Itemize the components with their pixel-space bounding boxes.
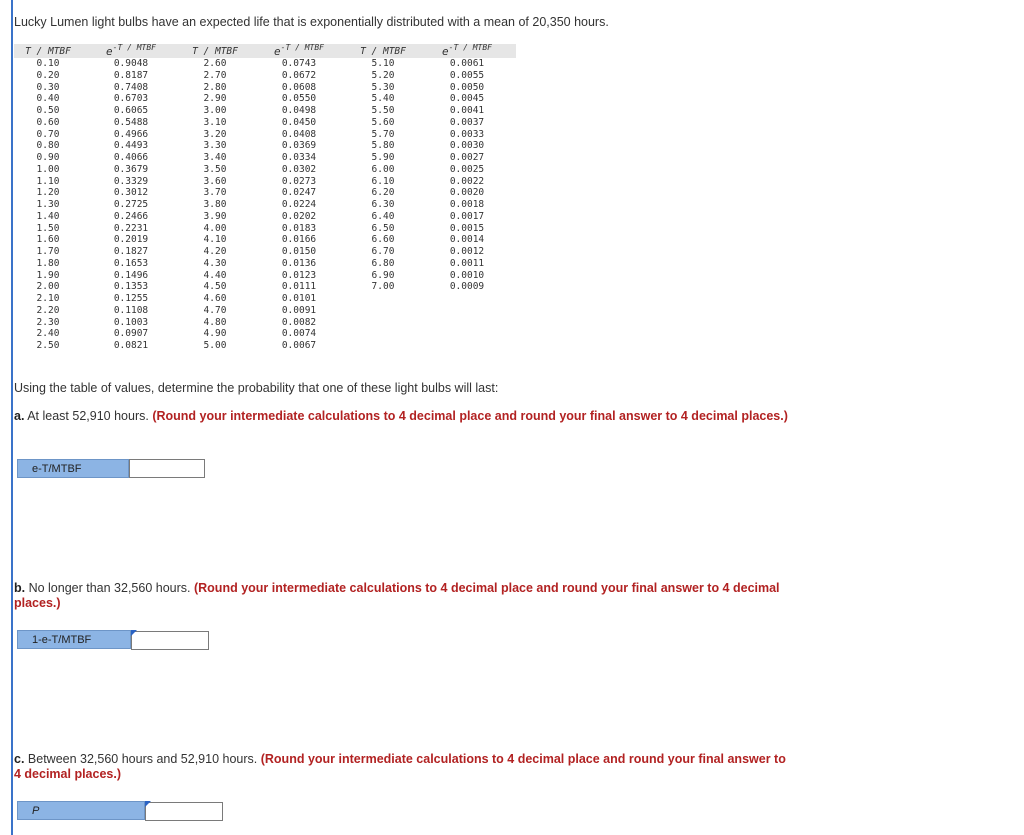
question-c-note: (Round your intermediate calculations to 4 decimal place and round your final answer to 4 decimal places.) xyxy=(14,752,786,781)
table-cell xyxy=(418,317,516,329)
table-row xyxy=(14,93,516,105)
table-cell: 2.60 xyxy=(203,58,227,70)
table-cell: 2.40 xyxy=(36,328,60,340)
table-cell: 4.40 xyxy=(203,269,227,281)
question-a-text: At least 52,910 hours. xyxy=(24,409,153,423)
table-cell: 4.00 xyxy=(203,222,227,234)
table-cell: 0.0009 xyxy=(449,281,485,293)
table-row xyxy=(14,328,516,340)
table-row xyxy=(14,176,516,188)
table-cell: 0.2231 xyxy=(113,222,149,234)
header-t-mtbf: T / MTBF xyxy=(348,44,418,58)
answer-a-row xyxy=(17,459,205,478)
left-accent-bar xyxy=(11,0,13,835)
answer-c-input[interactable] xyxy=(145,802,223,821)
question-b-letter: b. xyxy=(14,581,26,595)
table-cell: 0.0550 xyxy=(281,93,317,105)
table-cell: 2.50 xyxy=(36,340,60,352)
table-cell xyxy=(418,328,516,340)
table-cell: 2.70 xyxy=(203,69,227,81)
table-cell xyxy=(348,340,418,352)
table-cell: 0.30 xyxy=(36,81,60,93)
table-cell: 0.0498 xyxy=(281,105,317,117)
table-cell: 0.0247 xyxy=(281,187,317,199)
answer-b-row xyxy=(17,630,209,649)
table-cell: 0.5488 xyxy=(113,116,149,128)
header-t-mtbf: T / MTBF xyxy=(14,44,82,58)
table-cell: 0.0015 xyxy=(449,222,485,234)
table-cell: 0.0111 xyxy=(281,281,317,293)
table-cell: 0.0136 xyxy=(281,257,317,269)
table-cell: 5.10 xyxy=(371,58,395,70)
table-cell: 5.70 xyxy=(371,128,395,140)
table-cell: 3.70 xyxy=(203,187,227,199)
table-cell xyxy=(348,317,418,329)
table-cell: 6.40 xyxy=(371,210,395,222)
table-cell: 0.2725 xyxy=(113,199,149,211)
table-row xyxy=(14,211,516,223)
input-flag-icon xyxy=(145,801,151,807)
table-cell: 2.00 xyxy=(36,281,60,293)
question-a-note: (Round your intermediate calculations to 4 decimal place and round your final answer to 4 decimal places.) xyxy=(152,409,788,423)
table-cell: 0.60 xyxy=(36,116,60,128)
table-cell: 0.10 xyxy=(36,58,60,70)
table-cell: 0.0037 xyxy=(449,116,485,128)
table-cell: 6.00 xyxy=(371,163,395,175)
table-cell: 0.70 xyxy=(36,128,60,140)
table-cell: 5.20 xyxy=(371,69,395,81)
problem-intro: Lucky Lumen light bulbs have an expected life that is exponentially distributed with a mean of 20,350 hours. xyxy=(14,15,609,29)
table-row xyxy=(14,117,516,129)
table-cell: 0.4493 xyxy=(113,140,149,152)
table-row xyxy=(14,164,516,176)
table-cell: 0.0273 xyxy=(281,175,317,187)
table-cell: 6.20 xyxy=(371,187,395,199)
table-cell: 2.10 xyxy=(36,293,60,305)
table-cell: 5.00 xyxy=(203,340,227,352)
table-cell: 0.40 xyxy=(36,93,60,105)
table-cell: 0.0369 xyxy=(281,140,317,152)
answer-b-input[interactable] xyxy=(131,631,209,650)
question-a xyxy=(14,409,794,424)
table-cell: 0.1496 xyxy=(113,269,149,281)
table-cell: 0.0061 xyxy=(449,58,485,70)
table-cell: 0.0408 xyxy=(281,128,317,140)
table-cell: 0.0224 xyxy=(281,199,317,211)
answer-c-input-wrap xyxy=(145,801,223,820)
answer-a-input[interactable] xyxy=(129,459,205,478)
table-cell: 4.90 xyxy=(203,328,227,340)
table-cell: 1.90 xyxy=(36,269,60,281)
table-cell: 0.0123 xyxy=(281,269,317,281)
table-cell: 0.0030 xyxy=(449,140,485,152)
table-cell: 0.6703 xyxy=(113,93,149,105)
table-cell: 0.0011 xyxy=(449,257,485,269)
table-cell: 6.80 xyxy=(371,257,395,269)
table-cell: 0.0672 xyxy=(281,69,317,81)
table-cell: 1.80 xyxy=(36,257,60,269)
table-cell: 0.0027 xyxy=(449,152,485,164)
table-cell xyxy=(418,293,516,305)
table-cell: 0.2019 xyxy=(113,234,149,246)
table-cell xyxy=(418,305,516,317)
table-cell: 4.30 xyxy=(203,257,227,269)
table-cell: 5.50 xyxy=(371,105,395,117)
table-cell: 6.90 xyxy=(371,269,395,281)
table-cell: 0.0025 xyxy=(449,163,485,175)
table-cell: 0.1653 xyxy=(113,257,149,269)
table-cell: 0.3679 xyxy=(113,163,149,175)
table-cell: 1.00 xyxy=(36,163,60,175)
table-row xyxy=(14,105,516,117)
header-exp: $e^{-T / MTBF}$ xyxy=(250,44,348,58)
table-cell: 3.30 xyxy=(203,140,227,152)
table-row xyxy=(14,258,516,270)
table-row xyxy=(14,140,516,152)
header-exp: $e^{-T / MTBF}$ xyxy=(418,44,516,58)
table-cell: 0.0012 xyxy=(449,246,485,258)
table-cell: 0.0183 xyxy=(281,222,317,234)
table-cell: 0.2466 xyxy=(113,210,149,222)
table-cell: 3.40 xyxy=(203,152,227,164)
table-cell: 0.1108 xyxy=(113,304,149,316)
table-cell: 2.30 xyxy=(36,316,60,328)
table-cell: 6.60 xyxy=(371,234,395,246)
table-row xyxy=(14,281,516,293)
table-cell: 1.40 xyxy=(36,210,60,222)
table-cell: 0.3012 xyxy=(113,187,149,199)
table-cell: 3.00 xyxy=(203,105,227,117)
table-cell xyxy=(348,293,418,305)
table-cell: 0.20 xyxy=(36,69,60,81)
input-flag-icon xyxy=(131,630,137,636)
answer-c-label: P xyxy=(17,801,145,820)
table-cell: 0.0907 xyxy=(113,328,149,340)
question-c-letter: c. xyxy=(14,752,25,766)
table-cell: 0.6065 xyxy=(113,105,149,117)
table-row xyxy=(14,199,516,211)
table-cell: 0.0017 xyxy=(449,210,485,222)
table-cell: 0.8187 xyxy=(113,69,149,81)
table-row xyxy=(14,270,516,282)
question-c-text: Between 32,560 hours and 52,910 hours. xyxy=(24,752,261,766)
table-cell: 0.90 xyxy=(36,152,60,164)
table-cell: 0.0202 xyxy=(281,210,317,222)
table-cell: 0.0033 xyxy=(449,128,485,140)
table-cell: 1.70 xyxy=(36,246,60,258)
table-row xyxy=(14,129,516,141)
table-cell: 0.0014 xyxy=(449,234,485,246)
table-cell: 0.7408 xyxy=(113,81,149,93)
table-cell: 4.10 xyxy=(203,234,227,246)
table-cell: 1.30 xyxy=(36,199,60,211)
table-cell: 0.0821 xyxy=(113,340,149,352)
table-row xyxy=(14,305,516,317)
answer-b-label: 1-e-T/MTBF xyxy=(17,630,131,649)
table-cell: 0.0166 xyxy=(281,234,317,246)
table-cell: 6.30 xyxy=(371,199,395,211)
table-cell: 7.00 xyxy=(371,281,395,293)
table-row xyxy=(14,82,516,94)
table-cell: 2.90 xyxy=(203,93,227,105)
table-cell: 5.30 xyxy=(371,81,395,93)
question-b-note: (Round your intermediate calculations to 4 decimal place and round your final answer to 4 decimal places.) xyxy=(14,581,780,610)
table-cell: 0.3329 xyxy=(113,175,149,187)
question-b xyxy=(14,581,794,611)
table-row xyxy=(14,340,516,352)
table-cell: 3.90 xyxy=(203,210,227,222)
table-cell: 1.60 xyxy=(36,234,60,246)
table-cell: 0.80 xyxy=(36,140,60,152)
answer-a-label: e-T/MTBF xyxy=(17,459,129,478)
table-cell: 4.70 xyxy=(203,304,227,316)
table-cell: 3.50 xyxy=(203,163,227,175)
table-cell: 2.80 xyxy=(203,81,227,93)
table-cell: 4.60 xyxy=(203,293,227,305)
table-cell: 1.10 xyxy=(36,175,60,187)
table-row xyxy=(14,58,516,70)
table-cell: 0.0050 xyxy=(449,81,485,93)
table-cell: 6.70 xyxy=(371,246,395,258)
table-cell: 0.1003 xyxy=(113,316,149,328)
table-cell: 1.50 xyxy=(36,222,60,234)
table-row xyxy=(14,234,516,246)
question-a-letter: a. xyxy=(14,409,25,423)
table-cell: 1.20 xyxy=(36,187,60,199)
table-cell: 0.0010 xyxy=(449,269,485,281)
header-t-mtbf: T / MTBF xyxy=(180,44,250,58)
table-cell: 0.0055 xyxy=(449,69,485,81)
table-cell: 0.0074 xyxy=(281,328,317,340)
question-b-text: No longer than 32,560 hours. xyxy=(25,581,194,595)
table-cell: 0.1353 xyxy=(113,281,149,293)
table-cell: 0.0067 xyxy=(281,340,317,352)
table-cell: 5.90 xyxy=(371,152,395,164)
header-exp: $e^{-T / MTBF}$ xyxy=(82,44,180,58)
table-header-row xyxy=(14,44,516,58)
table-cell: 3.60 xyxy=(203,175,227,187)
table-cell: 0.50 xyxy=(36,105,60,117)
table-cell: 0.0022 xyxy=(449,175,485,187)
table-cell: 6.10 xyxy=(371,175,395,187)
table-cell: 5.60 xyxy=(371,116,395,128)
table-cell: 0.0608 xyxy=(281,81,317,93)
table-cell: 0.9048 xyxy=(113,58,149,70)
table-cell: 0.0302 xyxy=(281,163,317,175)
table-cell: 0.0150 xyxy=(281,246,317,258)
table-cell: 0.0045 xyxy=(449,93,485,105)
answer-b-input-wrap xyxy=(131,630,209,649)
table-row xyxy=(14,317,516,329)
table-cell: 0.1827 xyxy=(113,246,149,258)
table-cell: 4.80 xyxy=(203,316,227,328)
table-cell: 0.4066 xyxy=(113,152,149,164)
table-row xyxy=(14,293,516,305)
table-cell: 3.80 xyxy=(203,199,227,211)
table-cell: 3.20 xyxy=(203,128,227,140)
table-cell xyxy=(348,305,418,317)
table-cell: 5.40 xyxy=(371,93,395,105)
table-row xyxy=(14,223,516,235)
table-cell: 0.0334 xyxy=(281,152,317,164)
table-cell xyxy=(348,328,418,340)
table-cell xyxy=(418,340,516,352)
table-cell: 4.50 xyxy=(203,281,227,293)
table-cell: 0.0041 xyxy=(449,105,485,117)
table-cell: 0.1255 xyxy=(113,293,149,305)
table-cell: 4.20 xyxy=(203,246,227,258)
table-row xyxy=(14,187,516,199)
exponential-values-table xyxy=(14,44,516,352)
table-body xyxy=(14,58,516,352)
table-row xyxy=(14,152,516,164)
table-row xyxy=(14,70,516,82)
table-cell: 3.10 xyxy=(203,116,227,128)
table-cell: 0.0082 xyxy=(281,316,317,328)
table-cell: 0.0101 xyxy=(281,293,317,305)
table-cell: 2.20 xyxy=(36,304,60,316)
question-c xyxy=(14,752,794,782)
question-lead: Using the table of values, determine the probability that one of these light bulbs will last: xyxy=(14,381,499,395)
table-cell: 0.0018 xyxy=(449,199,485,211)
table-cell: 0.0450 xyxy=(281,116,317,128)
table-cell: 0.0091 xyxy=(281,304,317,316)
answer-c-row xyxy=(17,801,223,820)
table-cell: 0.0743 xyxy=(281,58,317,70)
table-cell: 6.50 xyxy=(371,222,395,234)
table-cell: 5.80 xyxy=(371,140,395,152)
table-cell: 0.4966 xyxy=(113,128,149,140)
table-cell: 0.0020 xyxy=(449,187,485,199)
table-row xyxy=(14,246,516,258)
